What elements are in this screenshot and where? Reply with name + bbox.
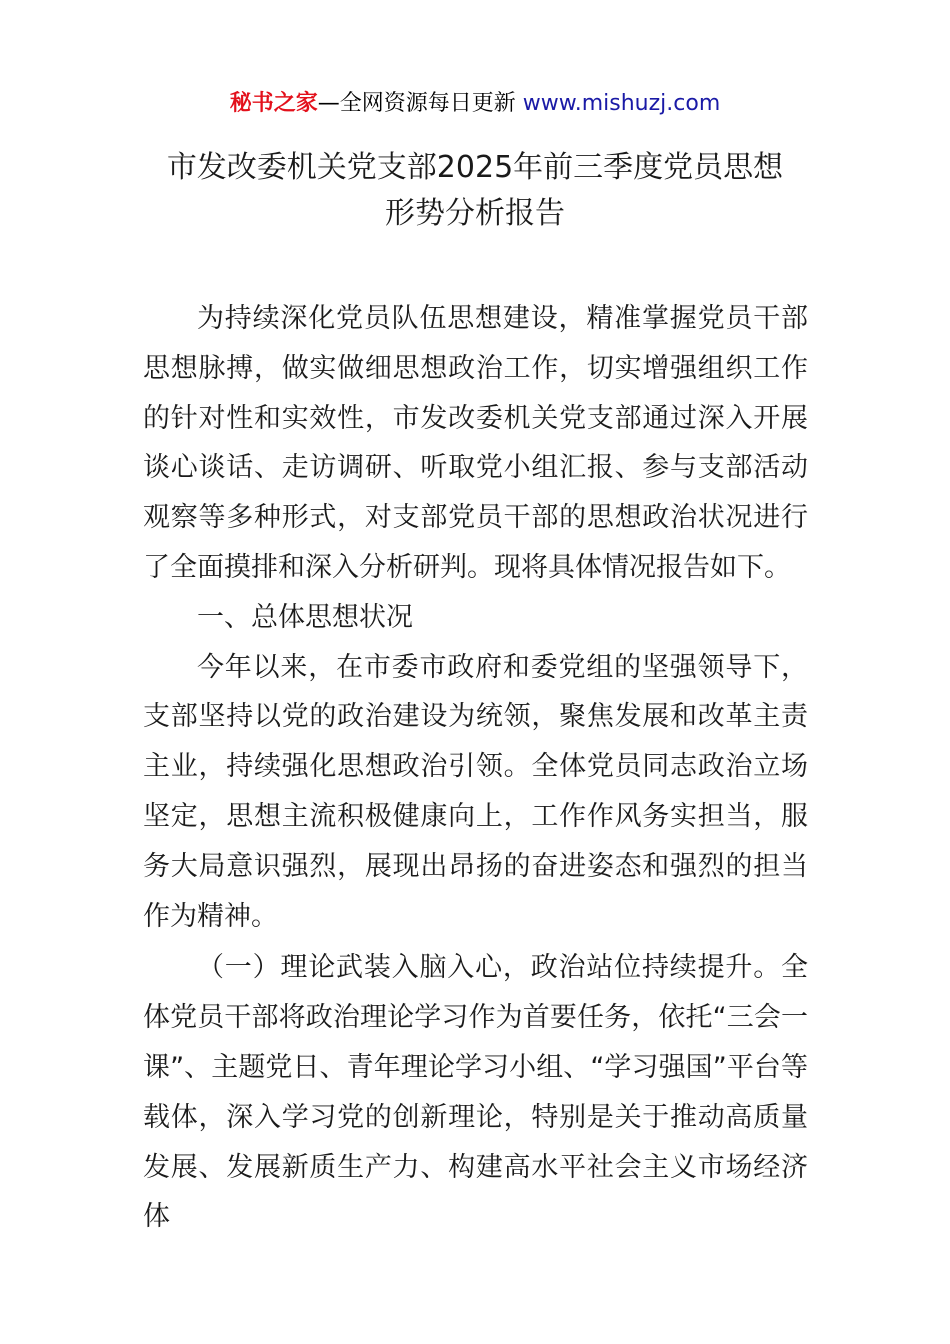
title-line-1: 市发改委机关党支部2025年前三季度党员思想 [166, 150, 784, 185]
paragraph-overview: 今年以来，在市委市政府和委党组的坚强领导下，支部坚持以党的政治建设为统领，聚焦发展和改革主责主业，持续强化思想政治引领。全体党员同志政治立场坚定，思想主流积极健康向上，工作作风务实担当，服务大局意识强烈，展现出昂扬的奋进姿态和强烈的担当作为精神。 [143, 651, 808, 932]
site-name: 秘书之家 [229, 91, 318, 116]
site-slogan: —全网资源每日更新 [317, 91, 516, 116]
section-heading: 一、总体思想状况 [197, 601, 413, 633]
paragraph-subsection-1: （一）理论武装入脑入心，政治站位持续提升。全体党员干部将政治理论学习作为首要任务，依托“三会一课”、主题党日、青年理论学习小组、“学习强国”平台等载体，深入学习党的创新理论，特别是关于推动高质量发展、发展新质生产力、构建高水平社会主义市场经济体 [143, 952, 808, 1233]
document-body [143, 294, 808, 1242]
document-title [140, 145, 810, 237]
paragraph-intro: 为持续深化党员队伍思想建设，精准掌握党员干部思想脉搏，做实做细思想政治工作，切实增强组织工作的针对性和实效性，市发改委机关党支部通过深入开展谈心谈话、走访调研、听取党小组汇报、参与支部活动观察等多种形式，对支部党员干部的思想政治状况进行了全面摸排和深入分析研判。现将具体情况报告如下。 [143, 303, 808, 583]
site-url-link[interactable]: www.mishuzj.com [522, 91, 721, 116]
title-line-2: 形势分析报告 [385, 196, 565, 231]
site-header [0, 88, 950, 120]
